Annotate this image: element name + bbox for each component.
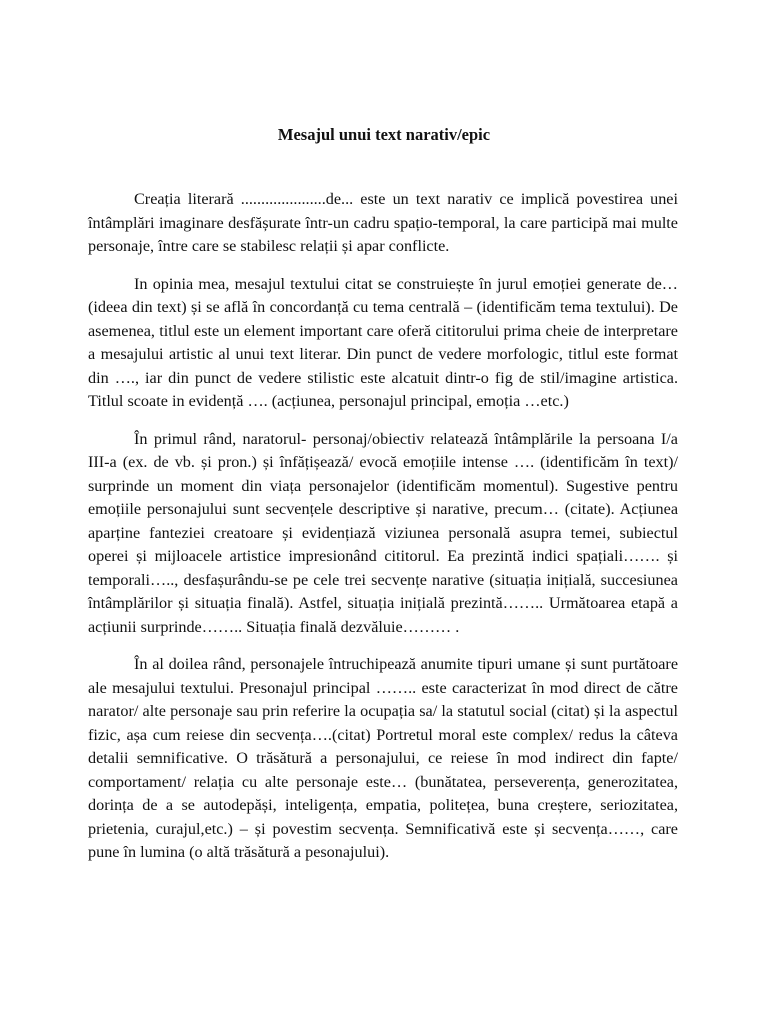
paragraph-intro: Creația literară .....................de... este un text narativ ce implică povestirea unei întâmplări imaginare desfășurate într-un cadru spațio-temporal, la care participă mai multe personaje, între care se stabilesc relații și apar conflicte.	[88, 190, 678, 255]
paragraph-message: In opinia mea, mesajul textului citat se construiește în jurul emoției generate de…(ideea din text) și se află în concordanță cu tema centrală – (identificăm tema textului). De asemenea, titlul este un element important care oferă cititorului prima cheie de interpretare a mesajului artistic al unui text literar. Din punct de vedere morfologic, titlul este format din …., iar din punct de vedere stilistic este alcatuit dintr-o fig de stil/imagine artistica. Titlul scoate in evidență …. (acțiunea, personajul principal, emoția …etc.)	[88, 274, 678, 410]
document-body	[88, 188, 678, 879]
paragraph-narrator: În primul rând, naratorul- personaj/obiectiv relatează întâmplările la persoana I/a III-a (ex. de vb. și pron.) și înfățișează/ evocă emoțiile intense …. (identificăm în text)/ surprinde un moment din viața personajelor (identificăm momentul). Sugestive pentru emoțiile personajului sunt secvențele descriptive și narative, precum… (citate). Acțiunea aparține fanteziei creatoare și evidențiază viziunea personală asupra temei, subiectul operei și mijloacele artistice impresionând cititorul. Ea prezintă indici spațiali……. și temporali….., desfașurându-se pe cele trei secvențe narative (situația inițială, succesiunea întâmplărilor și situația finală). Astfel, situația inițială prezintă…….. Următoarea etapă a acțiunii surprinde…….. Situația finală dezvăluie……… .	[88, 429, 678, 636]
paragraph-characters: În al doilea rând, personajele întruchipează anumite tipuri umane și sunt purtătoare ale mesajului textului. Presonajul principal …….. este caracterizat în mod direct de către narator/ alte personaje sau prin referire la ocupația sa/ la statutul social (citat) și la aspectul fizic, așa cum reiese din secvența….(citat) Portretul moral este complex/ redus la câteva detalii semnificative. O trăsătură a personajului, ce reiese în mod indirect din fapte/ comportament/ relația cu alte personaje este… (bunătatea, perseverența, generozitatea, dorința de a se autodepăși, inteligența, empatia, politețea, buna creștere, seriozitatea, prietenia, curajul,etc.) – și povestim secvența. Semnificativă este și secvența……, care pune în lumina (o altă trăsătură a pesonajului).	[88, 655, 678, 861]
document-title: Mesajul unui text narativ/epic	[277, 125, 491, 144]
